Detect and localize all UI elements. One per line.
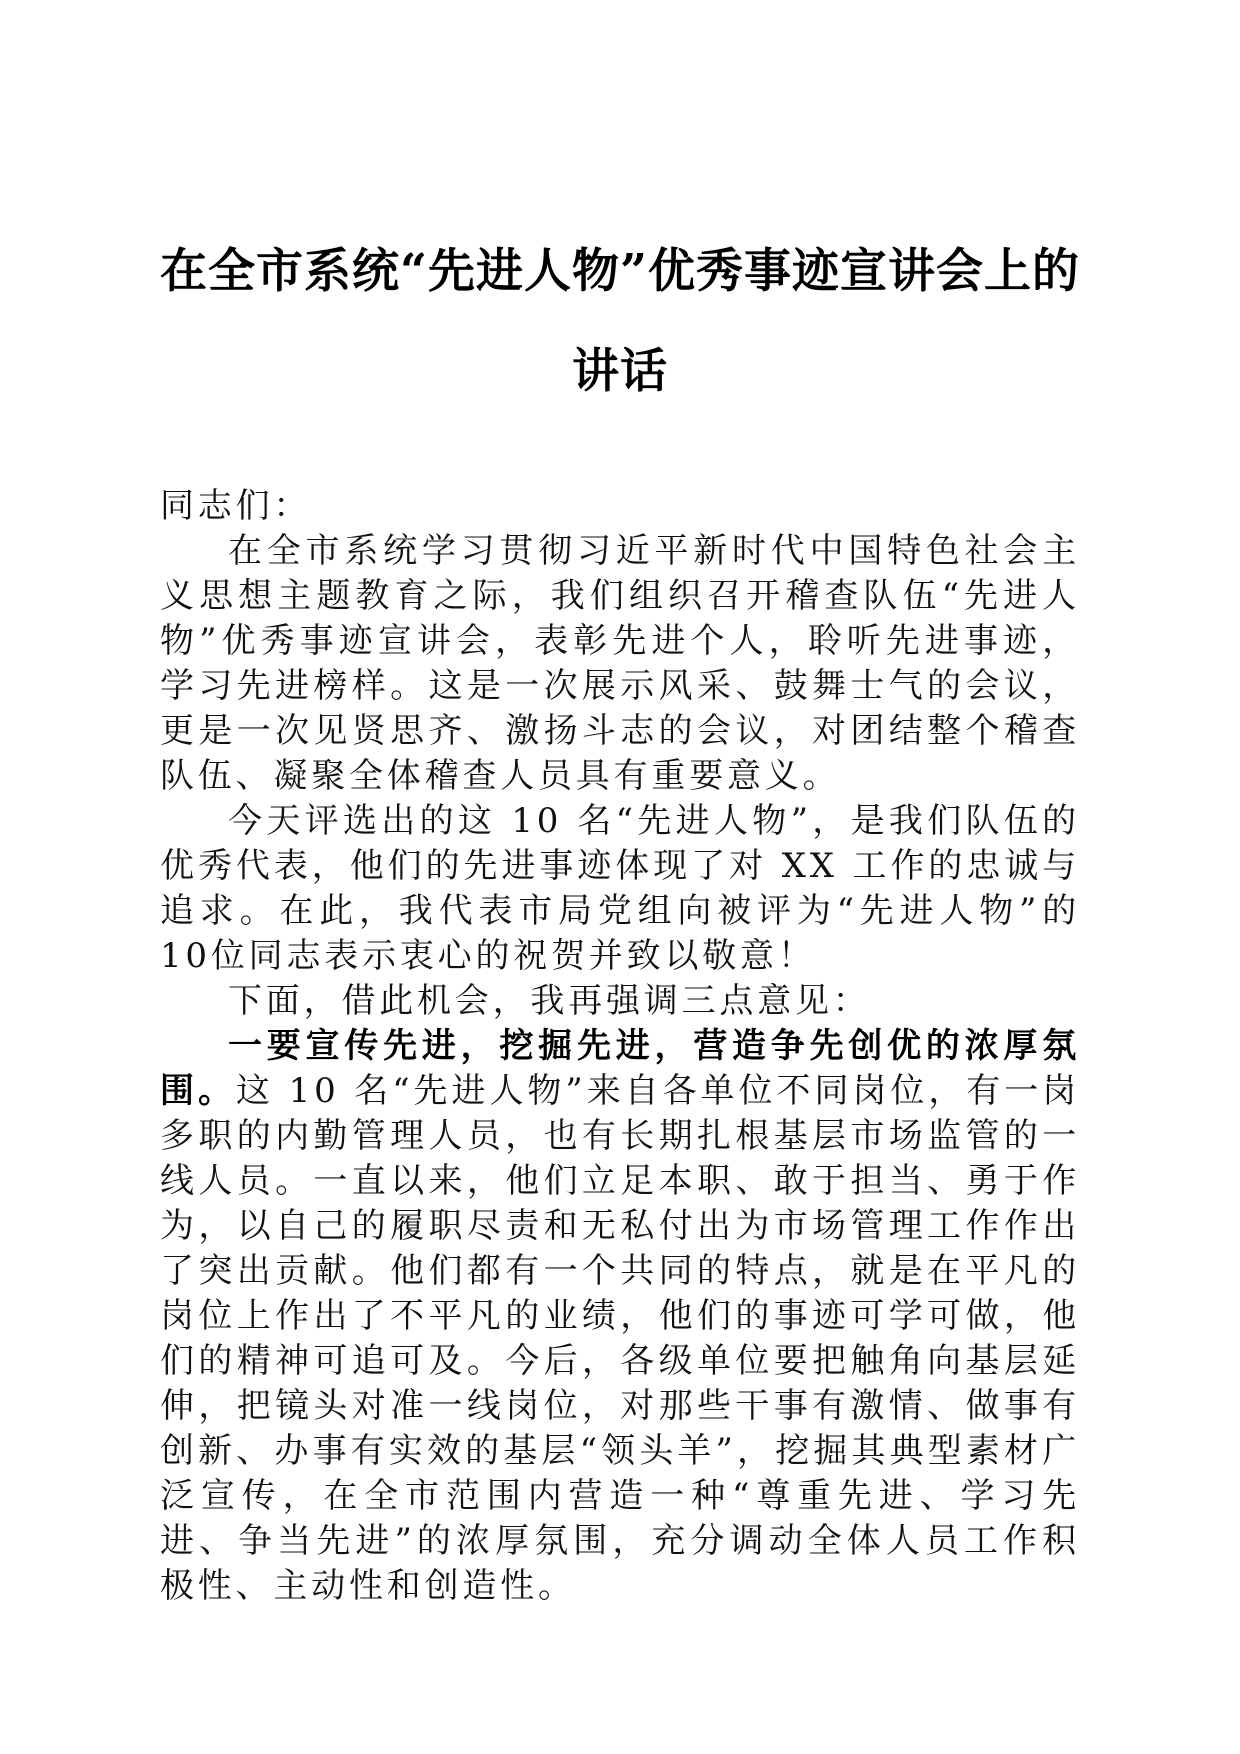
- paragraph-point-one: [160, 1024, 1080, 1609]
- paragraph-text: 这 10 名“先进人物”来自各单位不同岗位，有一岗多职的内勤管理人员，也有长期扎根基层市场监管的一线人员。一直以来，他们立足本职、敢于担当、勇于作为，以自己的履职尽责和无私付出为市场管理工作作出了突出贡献。他们都有一个共同的特点，就是在平凡的岗位上作出了不平凡的业绩，他们的事迹可学可做，他们的精神可追可及。今后，各级单位要把触角向基层延伸，把镜头对准一线岗位，对那些干事有激情、做事有创新、办事有实效的基层“领头羊”，挖掘其典型素材广泛宣传，在全市范围内营造一种“尊重先进、学习先进、争当先进”的浓厚氛围，充分调动全体人员工作积极性、主动性和创造性。: [160, 1071, 1080, 1606]
- paragraph-intro: [160, 529, 1080, 799]
- document-title: 在全市系统“先进人物”优秀事迹宣讲会上的讲话: [159, 244, 1081, 399]
- paragraph-text: 下面，借此机会，我再强调三点意见：: [228, 981, 871, 1021]
- paragraph-text: 今天评选出的这 10 名“先进人物”，是我们队伍的优秀代表，他们的先进事迹体现了对 XX 工作的忠诚与追求。在此，我代表市局党组向被评为“先进人物”的10位同志表示衷心的祝贺并致以敬意！: [160, 801, 1080, 976]
- paragraph-lead-heading: 一要宣传先进，挖掘先进，营造争先创优的浓厚氛围。: [160, 1026, 1080, 1111]
- document-body: [160, 484, 1080, 1609]
- paragraph-transition: [160, 979, 1080, 1024]
- paragraph-congratulations: [160, 799, 1080, 979]
- salutation: 同志们：: [160, 486, 312, 526]
- paragraph-text: 在全市系统学习贯彻习近平新时代中国特色社会主义思想主题教育之际，我们组织召开稽查队伍“先进人物”优秀事迹宣讲会，表彰先进个人，聆听先进事迹，学习先进榜样。这是一次展示风采、鼓舞士气的会议，更是一次见贤思齐、激扬斗志的会议，对团结整个稽查队伍、凝聚全体稽查人员具有重要意义。: [160, 531, 1080, 796]
